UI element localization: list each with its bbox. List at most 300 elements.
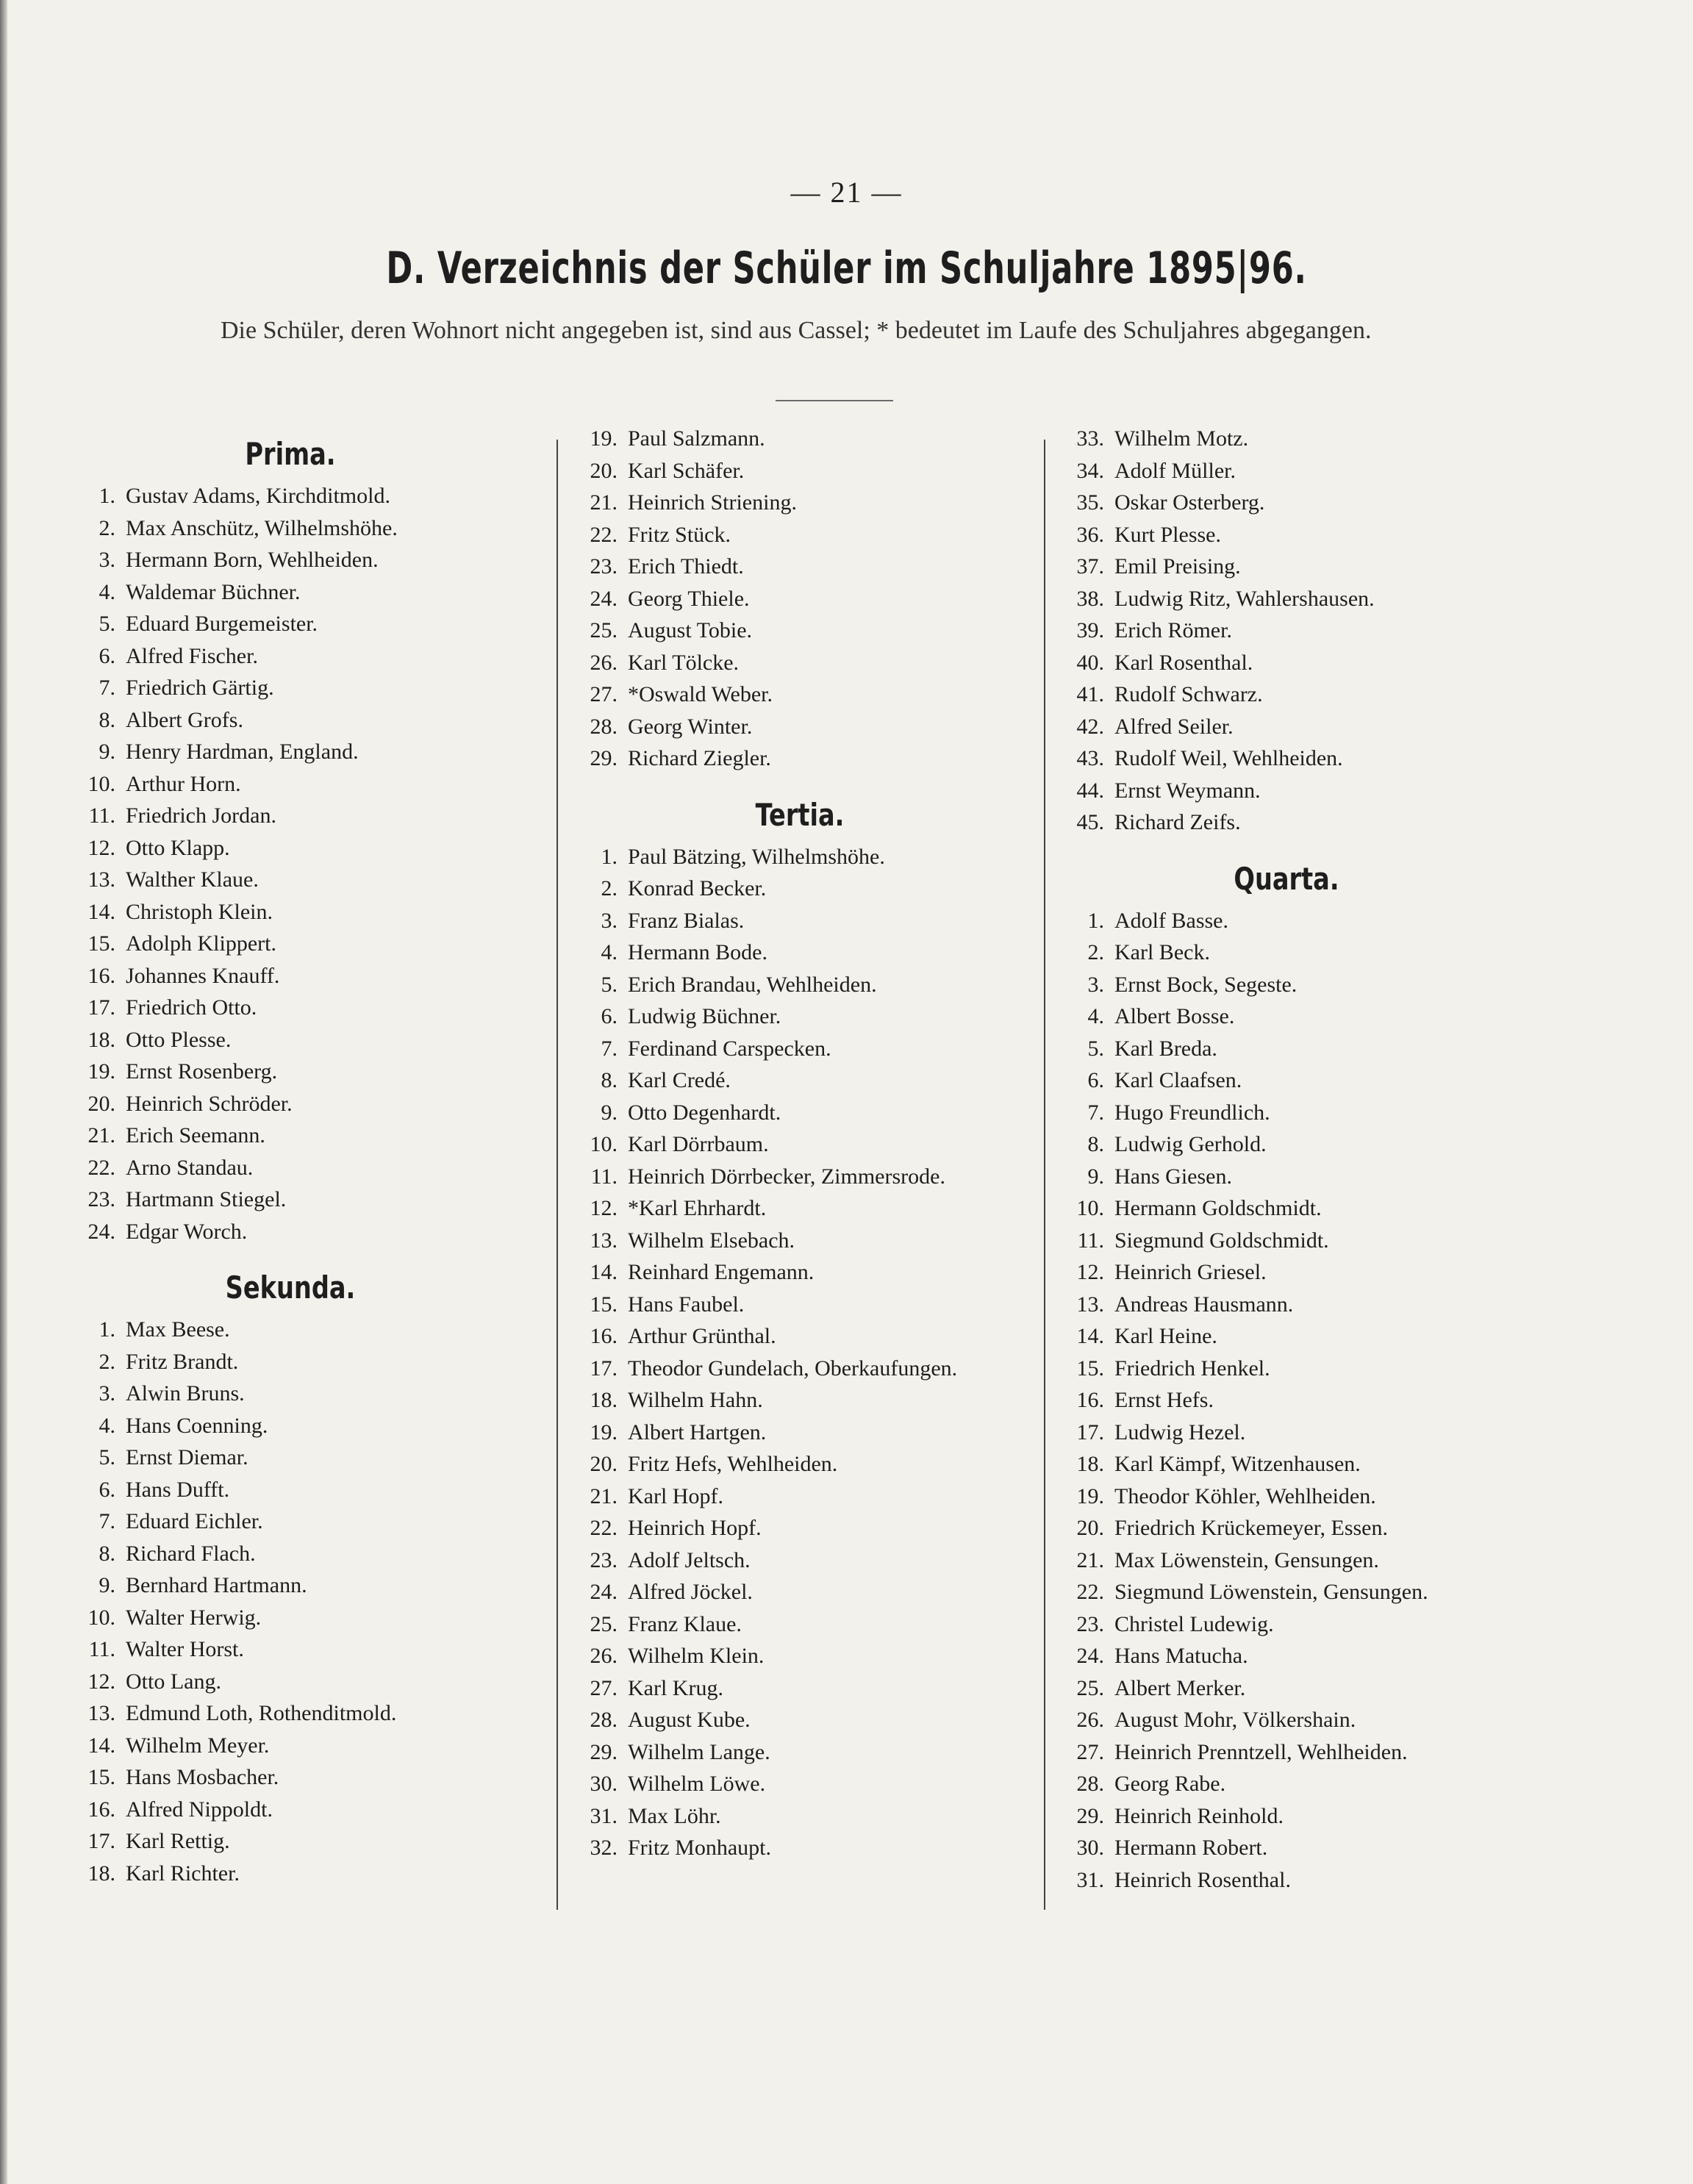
class-heading: Tertia. bbox=[755, 796, 845, 833]
entry-number: 8. bbox=[601, 1068, 618, 1092]
entry-number: 9. bbox=[601, 1100, 618, 1125]
student-name: Hugo Freundlich. bbox=[1114, 1100, 1270, 1125]
student-name: Alfred Jöckel. bbox=[628, 1580, 753, 1604]
student-name: Alfred Seiler. bbox=[1114, 714, 1234, 739]
list-item bbox=[1051, 1576, 1522, 1608]
entry-number: 3. bbox=[1087, 972, 1104, 997]
student-name: Heinrich Rosenthal. bbox=[1114, 1867, 1291, 1892]
student-name: Erich Römer. bbox=[1114, 618, 1232, 642]
entry-number: 23. bbox=[87, 1187, 115, 1211]
entry-number: 1. bbox=[601, 844, 618, 869]
entry-number: 3. bbox=[99, 1381, 115, 1406]
student-name: Wilhelm Motz. bbox=[1114, 426, 1249, 451]
list-item bbox=[1051, 1608, 1522, 1641]
list-item bbox=[565, 1033, 1035, 1065]
student-name: Karl Rettig. bbox=[126, 1829, 230, 1853]
entry-number: 4. bbox=[601, 940, 618, 964]
student-name: Ludwig Ritz, Wahlershausen. bbox=[1114, 586, 1375, 611]
entry-number: 13. bbox=[590, 1228, 618, 1253]
student-name: Friedrich Krückemeyer, Essen. bbox=[1114, 1516, 1388, 1540]
student-name: Adolph Klippert. bbox=[126, 931, 276, 956]
entry-number: 18. bbox=[87, 1861, 115, 1886]
list-item bbox=[62, 704, 518, 737]
entry-number: 30. bbox=[1076, 1836, 1104, 1860]
entry-number: 15. bbox=[87, 1765, 115, 1789]
student-name: Albert Bosse. bbox=[1114, 1004, 1235, 1028]
student-name: Wilhelm Hahn. bbox=[628, 1388, 763, 1412]
entry-number: 28. bbox=[1076, 1772, 1104, 1796]
student-name: Albert Grofs. bbox=[126, 707, 243, 732]
list-item bbox=[62, 672, 518, 704]
entry-number: 16. bbox=[87, 963, 115, 988]
entry-number: 13. bbox=[87, 1701, 115, 1725]
student-name: Friedrich Gärtig. bbox=[126, 676, 274, 700]
entry-number: 22. bbox=[590, 1516, 618, 1540]
student-name: Paul Bätzing, Wilhelmshöhe. bbox=[628, 844, 885, 869]
list-item bbox=[565, 1544, 1035, 1577]
student-name: Georg Thiele. bbox=[628, 586, 750, 611]
student-name: Paul Salzmann. bbox=[628, 426, 765, 451]
student-name: Walter Horst. bbox=[126, 1637, 244, 1661]
entry-number: 15. bbox=[590, 1292, 618, 1317]
entry-number: 34. bbox=[1076, 458, 1104, 483]
column-divider-2 bbox=[1044, 440, 1045, 1910]
entry-number: 8. bbox=[99, 707, 115, 732]
student-name: Theodor Köhler, Wehlheiden. bbox=[1114, 1483, 1376, 1508]
student-name: Hans Matucha. bbox=[1114, 1644, 1248, 1668]
list-item bbox=[1051, 615, 1522, 647]
document-title: D. Verzeichnis der Schüler im Schuljahre 1895|96. bbox=[386, 243, 1307, 294]
list-item bbox=[565, 487, 1035, 519]
student-name: Ernst Rosenberg. bbox=[126, 1059, 278, 1084]
column-3 bbox=[1051, 423, 1522, 1896]
entry-number: 2. bbox=[99, 1349, 115, 1374]
list-item bbox=[62, 992, 518, 1024]
student-name: Hermann Bode. bbox=[628, 940, 767, 964]
list-item bbox=[565, 1800, 1035, 1833]
student-name: Erich Thiedt. bbox=[628, 554, 744, 579]
student-name: Karl Breda. bbox=[1114, 1036, 1217, 1061]
list-item bbox=[1051, 1353, 1522, 1385]
entry-number: 12. bbox=[590, 1196, 618, 1220]
student-name: Theodor Gundelach, Oberkaufungen. bbox=[628, 1356, 958, 1381]
entry-number: 22. bbox=[1076, 1580, 1104, 1604]
list-item bbox=[565, 1704, 1035, 1736]
list-item bbox=[565, 1481, 1035, 1513]
student-name: Max Löhr. bbox=[628, 1803, 721, 1828]
student-name: Eduard Burgemeister. bbox=[126, 612, 318, 636]
entry-number: 17. bbox=[1076, 1419, 1104, 1444]
student-name: Erich Seemann. bbox=[126, 1123, 265, 1148]
student-name: Hartmann Stiegel. bbox=[126, 1187, 287, 1211]
student-name: Karl Tölcke. bbox=[628, 650, 740, 675]
entry-number: 39. bbox=[1076, 618, 1104, 642]
student-name: Andreas Hausmann. bbox=[1114, 1292, 1294, 1317]
entry-number: 2. bbox=[1087, 940, 1104, 964]
entry-number: 25. bbox=[1076, 1675, 1104, 1700]
column-1 bbox=[62, 423, 518, 1889]
student-name: Karl Kämpf, Witzenhausen. bbox=[1114, 1452, 1361, 1476]
list-item bbox=[62, 1505, 518, 1538]
list-item bbox=[565, 423, 1035, 455]
page-number: — 21 — bbox=[790, 176, 903, 209]
entry-number: 25. bbox=[590, 618, 618, 642]
list-item bbox=[565, 742, 1035, 775]
student-name: Edgar Worch. bbox=[126, 1219, 248, 1244]
student-name: *Oswald Weber. bbox=[628, 682, 773, 706]
list-item bbox=[1051, 1672, 1522, 1705]
student-name: Oskar Osterberg. bbox=[1114, 490, 1265, 515]
list-item bbox=[62, 832, 518, 864]
entry-number: 41. bbox=[1076, 682, 1104, 706]
student-name: Hermann Goldschmidt. bbox=[1114, 1196, 1322, 1220]
student-name: Karl Richter. bbox=[126, 1861, 240, 1886]
entry-number: 6. bbox=[1087, 1068, 1104, 1092]
entry-number: 18. bbox=[87, 1027, 115, 1052]
entry-number: 21. bbox=[87, 1123, 115, 1148]
student-name: Albert Hartgen. bbox=[628, 1419, 767, 1444]
class-heading: Quarta. bbox=[1234, 860, 1339, 897]
student-name: Walther Klaue. bbox=[126, 867, 259, 892]
entry-number: 31. bbox=[1076, 1867, 1104, 1892]
entry-number: 18. bbox=[590, 1388, 618, 1412]
entry-number: 45. bbox=[1076, 810, 1104, 834]
entry-number: 20. bbox=[590, 458, 618, 483]
student-name: Heinrich Hopf. bbox=[628, 1516, 762, 1540]
student-name: Karl Krug. bbox=[628, 1675, 723, 1700]
student-name: Christel Ludewig. bbox=[1114, 1611, 1274, 1636]
list-item bbox=[565, 583, 1035, 615]
list-item bbox=[565, 519, 1035, 551]
entry-number: 12. bbox=[87, 835, 115, 860]
entry-number: 17. bbox=[590, 1356, 618, 1381]
entry-number: 27. bbox=[590, 1675, 618, 1700]
student-name: Ludwig Hezel. bbox=[1114, 1419, 1246, 1444]
list-item bbox=[565, 1192, 1035, 1225]
entry-number: 25. bbox=[590, 1611, 618, 1636]
student-name: Reinhard Engemann. bbox=[628, 1260, 815, 1284]
entry-number: 10. bbox=[1076, 1196, 1104, 1220]
entry-number: 19. bbox=[590, 426, 618, 451]
list-item bbox=[1051, 1832, 1522, 1864]
student-name: Gustav Adams, Kirchditmold. bbox=[126, 484, 390, 508]
student-name: Georg Rabe. bbox=[1114, 1772, 1226, 1796]
student-name: Hans Giesen. bbox=[1114, 1164, 1232, 1189]
list-item bbox=[62, 1088, 518, 1120]
list-item bbox=[62, 1314, 518, 1346]
list-item bbox=[1051, 775, 1522, 807]
list-item bbox=[1051, 519, 1522, 551]
list-item bbox=[62, 608, 518, 640]
entry-number: 29. bbox=[590, 746, 618, 770]
entry-number: 6. bbox=[99, 1477, 115, 1502]
list-item bbox=[565, 1064, 1035, 1097]
student-name: Max Löwenstein, Gensungen. bbox=[1114, 1547, 1379, 1572]
list-item bbox=[1051, 1225, 1522, 1257]
entry-number: 30. bbox=[590, 1772, 618, 1796]
entry-number: 3. bbox=[601, 908, 618, 933]
title-separator-rule bbox=[776, 400, 893, 401]
entry-number: 4. bbox=[1087, 1004, 1104, 1028]
entry-number: 5. bbox=[601, 972, 618, 997]
list-item bbox=[62, 864, 518, 896]
student-name: Otto Degenhardt. bbox=[628, 1100, 781, 1125]
entry-number: 31. bbox=[590, 1803, 618, 1828]
entry-number: 4. bbox=[99, 1413, 115, 1438]
class-heading: Sekunda. bbox=[225, 1270, 356, 1306]
list-item bbox=[62, 928, 518, 960]
student-name: Karl Credé. bbox=[628, 1068, 731, 1092]
entry-number: 6. bbox=[601, 1004, 618, 1028]
student-name: Heinrich Reinhold. bbox=[1114, 1803, 1284, 1828]
entry-number: 1. bbox=[99, 1317, 115, 1342]
student-name: Heinrich Prenntzell, Wehlheiden. bbox=[1114, 1739, 1408, 1764]
list-item bbox=[565, 841, 1035, 873]
entry-number: 15. bbox=[87, 931, 115, 956]
student-name: *Karl Ehrhardt. bbox=[628, 1196, 767, 1220]
list-item bbox=[1051, 1289, 1522, 1321]
entry-number: 16. bbox=[590, 1324, 618, 1348]
list-item bbox=[565, 1736, 1035, 1769]
list-item bbox=[565, 1417, 1035, 1449]
list-item bbox=[62, 1184, 518, 1216]
student-name: Ernst Bock, Segeste. bbox=[1114, 972, 1298, 997]
student-name: Siegmund Goldschmidt. bbox=[1114, 1228, 1329, 1253]
student-name: Fritz Hefs, Wehlheiden. bbox=[628, 1452, 838, 1476]
student-name: Richard Ziegler. bbox=[628, 746, 771, 770]
student-name: Henry Hardman, England. bbox=[126, 740, 359, 764]
list-item bbox=[1051, 1000, 1522, 1033]
student-name: Edmund Loth, Rothenditmold. bbox=[126, 1701, 397, 1725]
list-item bbox=[62, 512, 518, 545]
list-item bbox=[1051, 1161, 1522, 1193]
student-name: Friedrich Henkel. bbox=[1114, 1356, 1270, 1381]
list-item bbox=[62, 736, 518, 768]
student-name: Max Anschütz, Wilhelmshöhe. bbox=[126, 515, 398, 540]
list-item bbox=[565, 1097, 1035, 1129]
entry-number: 24. bbox=[590, 586, 618, 611]
student-name: Christoph Klein. bbox=[126, 899, 273, 924]
list-item bbox=[565, 1576, 1035, 1608]
student-name: Adolf Müller. bbox=[1114, 458, 1236, 483]
column-2 bbox=[565, 423, 1035, 1864]
list-item bbox=[565, 1608, 1035, 1641]
list-item bbox=[1051, 905, 1522, 937]
list-item bbox=[1051, 711, 1522, 743]
list-item bbox=[62, 896, 518, 928]
list-item bbox=[62, 1346, 518, 1378]
list-item bbox=[1051, 455, 1522, 487]
list-item bbox=[1051, 647, 1522, 679]
list-item bbox=[565, 1225, 1035, 1257]
entry-number: 4. bbox=[99, 579, 115, 604]
entry-number: 27. bbox=[1076, 1739, 1104, 1764]
list-item bbox=[565, 1512, 1035, 1544]
entry-number: 17. bbox=[87, 995, 115, 1020]
list-item bbox=[62, 1024, 518, 1056]
list-item bbox=[565, 1384, 1035, 1417]
list-item bbox=[62, 1442, 518, 1474]
entry-number: 32. bbox=[590, 1836, 618, 1860]
list-item bbox=[565, 1128, 1035, 1161]
student-name: Otto Klapp. bbox=[126, 835, 230, 860]
list-item bbox=[1051, 969, 1522, 1001]
list-item bbox=[1051, 551, 1522, 583]
entry-number: 16. bbox=[1076, 1388, 1104, 1412]
entry-number: 5. bbox=[1087, 1036, 1104, 1061]
student-name: Georg Winter. bbox=[628, 714, 753, 739]
student-name: Franz Klaue. bbox=[628, 1611, 742, 1636]
entry-number: 16. bbox=[87, 1797, 115, 1822]
entry-number: 28. bbox=[590, 1708, 618, 1732]
student-name: August Mohr, Völkershain. bbox=[1114, 1708, 1356, 1732]
entry-number: 9. bbox=[1087, 1164, 1104, 1189]
list-item bbox=[565, 969, 1035, 1001]
student-name: Hans Mosbacher. bbox=[126, 1765, 279, 1789]
entry-number: 14. bbox=[87, 1733, 115, 1758]
column-divider-1 bbox=[556, 440, 558, 1910]
entry-number: 23. bbox=[1076, 1611, 1104, 1636]
entry-number: 13. bbox=[1076, 1292, 1104, 1317]
entry-number: 20. bbox=[590, 1452, 618, 1476]
entry-number: 2. bbox=[99, 515, 115, 540]
student-name: Fritz Brandt. bbox=[126, 1349, 239, 1374]
student-name: Rudolf Schwarz. bbox=[1114, 682, 1263, 706]
entry-number: 14. bbox=[590, 1260, 618, 1284]
entry-number: 13. bbox=[87, 867, 115, 892]
list-item bbox=[62, 480, 518, 512]
list-item bbox=[62, 640, 518, 673]
list-item bbox=[1051, 1481, 1522, 1513]
list-item bbox=[565, 1640, 1035, 1672]
entry-number: 14. bbox=[87, 899, 115, 924]
student-name: Emil Preising. bbox=[1114, 554, 1241, 579]
list-item bbox=[62, 1666, 518, 1698]
student-name: Waldemar Büchner. bbox=[126, 579, 301, 604]
student-name: Arno Standau. bbox=[126, 1155, 254, 1180]
entry-number: 21. bbox=[1076, 1547, 1104, 1572]
student-name: Karl Claafsen. bbox=[1114, 1068, 1242, 1092]
list-item bbox=[62, 1633, 518, 1666]
entry-number: 28. bbox=[590, 714, 618, 739]
entry-number: 36. bbox=[1076, 522, 1104, 547]
list-item bbox=[62, 1569, 518, 1602]
student-name: Ludwig Büchner. bbox=[628, 1004, 781, 1028]
list-item bbox=[1051, 1256, 1522, 1289]
entry-number: 26. bbox=[590, 650, 618, 675]
list-item bbox=[1051, 1704, 1522, 1736]
list-item bbox=[1051, 1768, 1522, 1800]
entry-number: 22. bbox=[87, 1155, 115, 1180]
entry-number: 24. bbox=[590, 1580, 618, 1604]
student-name: Friedrich Jordan. bbox=[126, 803, 276, 828]
list-item bbox=[62, 1216, 518, 1248]
list-item bbox=[1051, 1384, 1522, 1417]
student-name: Fritz Monhaupt. bbox=[628, 1836, 771, 1860]
entry-number: 11. bbox=[88, 803, 115, 828]
list-item bbox=[565, 1448, 1035, 1481]
list-item bbox=[1051, 679, 1522, 711]
entry-number: 19. bbox=[1076, 1483, 1104, 1508]
student-name: Alfred Nippoldt. bbox=[126, 1797, 273, 1822]
list-item bbox=[565, 1000, 1035, 1033]
list-item bbox=[62, 1825, 518, 1858]
list-item bbox=[62, 1056, 518, 1088]
student-name: Ernst Diemar. bbox=[126, 1445, 248, 1469]
student-name: Kurt Plesse. bbox=[1114, 522, 1221, 547]
entry-number: 23. bbox=[590, 1547, 618, 1572]
entry-number: 1. bbox=[99, 484, 115, 508]
student-name: Johannes Knauff. bbox=[126, 963, 280, 988]
entry-number: 23. bbox=[590, 554, 618, 579]
student-name: Eduard Eichler. bbox=[126, 1509, 263, 1533]
entry-number: 12. bbox=[1076, 1260, 1104, 1284]
entry-number: 7. bbox=[99, 676, 115, 700]
student-name: Fritz Stück. bbox=[628, 522, 731, 547]
entry-number: 7. bbox=[99, 1509, 115, 1533]
entry-number: 9. bbox=[99, 1573, 115, 1597]
student-name: August Kube. bbox=[628, 1708, 751, 1732]
list-item bbox=[1051, 1800, 1522, 1833]
list-item bbox=[565, 1832, 1035, 1864]
list-item bbox=[565, 1353, 1035, 1385]
list-item bbox=[565, 647, 1035, 679]
entry-number: 5. bbox=[99, 612, 115, 636]
page-edge-shadow bbox=[0, 0, 7, 2184]
list-item bbox=[1051, 1544, 1522, 1577]
entry-number: 9. bbox=[99, 740, 115, 764]
list-item bbox=[565, 1289, 1035, 1321]
student-name: Wilhelm Löwe. bbox=[628, 1772, 766, 1796]
entry-number: 35. bbox=[1076, 490, 1104, 515]
student-name: Karl Hopf. bbox=[628, 1483, 723, 1508]
list-item bbox=[565, 711, 1035, 743]
student-name: Alwin Bruns. bbox=[126, 1381, 245, 1406]
list-item bbox=[62, 1410, 518, 1442]
student-name: Richard Zeifs. bbox=[1114, 810, 1241, 834]
entry-number: 8. bbox=[1087, 1132, 1104, 1156]
student-name: Adolf Jeltsch. bbox=[628, 1547, 751, 1572]
student-name: Hans Dufft. bbox=[126, 1477, 230, 1502]
entry-number: 33. bbox=[1076, 426, 1104, 451]
student-name: Ernst Hefs. bbox=[1114, 1388, 1214, 1412]
student-name: Konrad Becker. bbox=[628, 876, 767, 901]
student-name: Karl Schäfer. bbox=[628, 458, 745, 483]
entry-number: 26. bbox=[1076, 1708, 1104, 1732]
list-item bbox=[1051, 742, 1522, 775]
entry-number: 24. bbox=[87, 1219, 115, 1244]
list-item bbox=[1051, 1417, 1522, 1449]
student-name: Karl Heine. bbox=[1114, 1324, 1217, 1348]
list-item bbox=[62, 1378, 518, 1410]
student-name: Albert Merker. bbox=[1114, 1675, 1246, 1700]
student-name: Hans Faubel. bbox=[628, 1292, 745, 1317]
student-name: Franz Bialas. bbox=[628, 908, 745, 933]
list-item bbox=[565, 905, 1035, 937]
entry-number: 37. bbox=[1076, 554, 1104, 579]
list-item bbox=[1051, 1033, 1522, 1065]
list-item bbox=[62, 1858, 518, 1890]
entry-number: 1. bbox=[1087, 908, 1104, 933]
student-name: Siegmund Löwenstein, Gensungen. bbox=[1114, 1580, 1428, 1604]
student-name: Max Beese. bbox=[126, 1317, 230, 1342]
entry-number: 27. bbox=[590, 682, 618, 706]
entry-number: 8. bbox=[99, 1541, 115, 1566]
student-name: Hans Coenning. bbox=[126, 1413, 268, 1438]
entry-number: 43. bbox=[1076, 746, 1104, 770]
entry-number: 22. bbox=[590, 522, 618, 547]
entry-number: 10. bbox=[590, 1132, 618, 1156]
